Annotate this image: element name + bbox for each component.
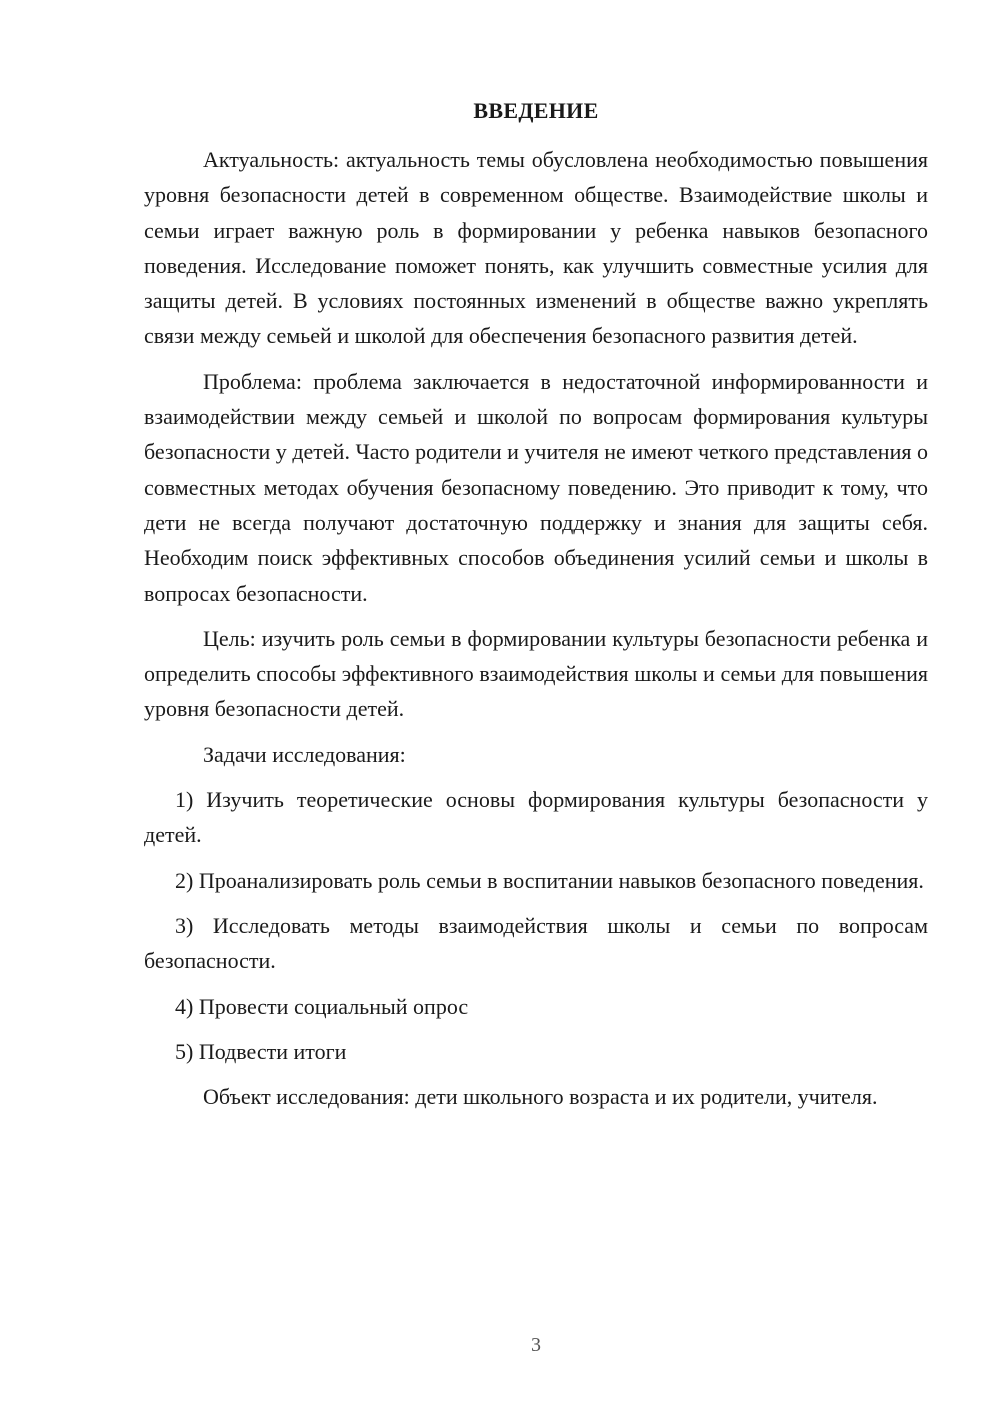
- object-paragraph: Объект исследования: дети школьного возраста и их родители, учителя.: [203, 1084, 878, 1110]
- problem-paragraph: Проблема: проблема заключается в недостаточной информированности и взаимодействии между семьей и школой по вопросам формирования культуры безопасности у детей. Часто родители и учителя не имеют четкого представления о совместных методах обучения безопасному поведению. Это приводит к тому, что дети не всегда получают достаточную поддержку и знания для защиты себя. Необходим поиск эффективных способов объединения усилий семьи и школы в вопросах безопасности.: [144, 368, 928, 606]
- goal-paragraph: Цель: изучить роль семьи в формировании культуры безопасности ребенка и определить способы эффективного взаимодействия школы и семьи для повышения уровня безопасности детей.: [144, 625, 928, 722]
- section-heading: ВВЕДЕНИЕ: [473, 98, 599, 123]
- task-item: 2) Проанализировать роль семьи в воспитании навыков безопасного поведения.: [175, 867, 924, 893]
- tasks-list: [144, 782, 928, 1069]
- tasks-title: Задачи исследования:: [203, 741, 406, 767]
- relevance-paragraph: Актуальность: актуальность темы обусловлена необходимостью повышения уровня безопасности детей в современном обществе. Взаимодействие школы и семьи играет важную роль в формировании у ребенка навыков безопасного поведения. Исследование поможет понять, как улучшить совместные усилия для защиты детей. В условиях постоянных изменений в обществе важно укреплять связи между семьей и школой для обеспечения безопасного развития детей.: [144, 147, 928, 349]
- task-item: 1) Изучить теоретические основы формирования культуры безопасности у детей.: [144, 787, 928, 848]
- page-number: 3: [531, 1334, 541, 1356]
- task-item: 3) Исследовать методы взаимодействия школы и семьи по вопросам безопасности.: [144, 912, 928, 974]
- task-item: 5) Подвести итоги: [175, 1038, 347, 1064]
- document-page: [144, 96, 928, 1124]
- task-item: 4) Провести социальный опрос: [175, 993, 469, 1019]
